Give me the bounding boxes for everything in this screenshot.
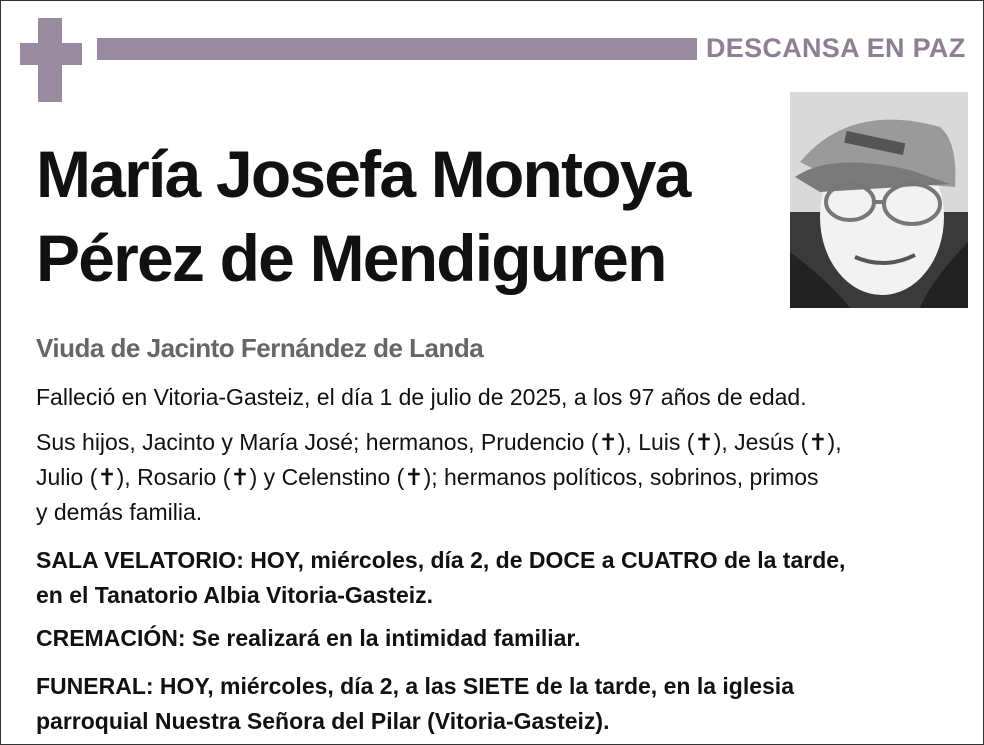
cremation-text: CREMACIÓN: Se realizará en la intimidad familiar. [36,625,581,651]
widow-of-text: Viuda de Jacinto Fernández de Landa [36,333,484,363]
cross-icon [20,18,82,102]
deceased-name [36,132,690,300]
family-line-2: Julio (✝), Rosario (✝) y Celenstino (✝); hermanos políticos, sobrinos, primos [36,464,819,490]
death-info-text: Falleció en Vitoria-Gasteiz, el día 1 de julio de 2025, a los 97 años de edad. [36,384,807,410]
wake-paragraph [36,543,845,613]
family-paragraph [36,425,842,530]
name-line-1: María Josefa Montoya [36,137,690,211]
family-line-3: y demás familia. [36,499,203,525]
rip-label: DESCANSA EN PAZ [706,33,966,63]
funeral-line-1: FUNERAL: HOY, miércoles, día 2, a las SIETE de la tarde, en la iglesia [36,673,794,699]
funeral-line-2: parroquial Nuestra Señora del Pilar (Vitoria-Gasteiz). [36,708,610,734]
funeral-paragraph [36,669,794,739]
name-line-2: Pérez de Mendiguren [36,221,666,295]
wake-line-1: SALA VELATORIO: HOY, miércoles, día 2, de DOCE a CUATRO de la tarde, [36,547,846,573]
family-line-1: Sus hijos, Jacinto y María José; hermanos, Prudencio (✝), Luis (✝), Jesús (✝), [36,429,842,455]
wake-line-2: en el Tanatorio Albia Vitoria-Gasteiz. [36,582,434,608]
header-bar [97,38,697,60]
portrait-photo-icon [790,92,968,308]
